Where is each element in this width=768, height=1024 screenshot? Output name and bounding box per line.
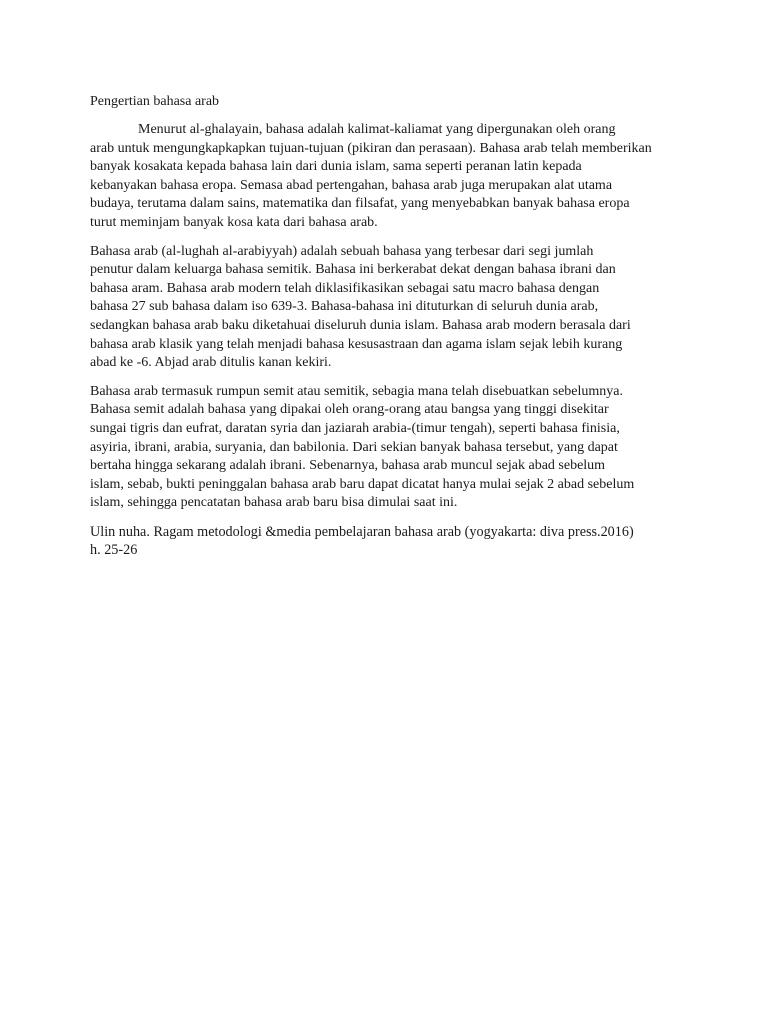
paragraph-line: sungai tigris dan eufrat, daratan syria dan jaziarah arabia-(timur tengah), seperti bahasa finisia,	[90, 420, 620, 436]
paragraph-1	[90, 121, 690, 233]
paragraph-line: banyak kosakata kepada bahasa lain dari dunia islam, sama seperti peranan latin kepada	[90, 159, 582, 175]
document-body	[90, 93, 690, 560]
citation-line: h. 25-26	[90, 542, 138, 559]
paragraph-line: Bahasa arab (al-lughah al-arabiyyah) adalah sebuah bahasa yang terbesar dari segi jumlah	[90, 243, 594, 259]
paragraph-line: kebanyakan bahasa eropa. Semasa abad pertengahan, bahasa arab juga merupakan alat utama	[90, 177, 613, 193]
paragraph-line: abad ke -6. Abjad arab ditulis kanan kekiri.	[90, 355, 332, 371]
paragraph-line: Menurut al-ghalayain, bahasa adalah kalimat-kaliamat yang dipergunakan oleh orang	[138, 122, 616, 137]
paragraph-line: Bahasa arab termasuk rumpun semit atau semitik, sebagia mana telah disebuatkan sebelumnya.	[90, 383, 623, 399]
paragraph-line: arab untuk mengungkapkapkan tujuan-tujuan (pikiran dan perasaan). Bahasa arab telah memberikan	[90, 140, 652, 156]
citation	[90, 523, 690, 560]
paragraph-line: sedangkan bahasa arab baku diketahuai diseluruh dunia islam. Bahasa arab modern berasala dari	[90, 317, 631, 333]
paragraph-line: bahasa 27 sub bahasa dalam iso 639-3. Bahasa-bahasa ini dituturkan di seluruh dunia arab,	[90, 299, 599, 315]
paragraph-line: penutur dalam keluarga bahasa semitik. Bahasa ini berkerabat dekat dengan bahasa ibrani dan	[90, 262, 616, 278]
paragraph-line: budaya, terutama dalam sains, matematika dan filsafat, yang menyebabkan banyak bahasa eropa	[90, 196, 630, 212]
paragraph-line: asyiria, ibrani, arabia, suryania, dan babilonia. Dari sekian banyak bahasa tersebut, yang dapat	[90, 439, 618, 455]
paragraph-line: bertaha hingga sekarang adalah ibrani. Sebenarnya, bahasa arab muncul sejak abad sebelum	[90, 458, 606, 474]
document-title: Pengertian bahasa arab	[90, 94, 220, 109]
paragraph-line: turut meminjam banyak kosa kata dari bahasa arab.	[90, 214, 378, 230]
citation-line: Ulin nuha. Ragam metodologi &media pembelajaran bahasa arab (yogyakarta: diva press.2016)	[90, 523, 634, 540]
paragraph-line: islam, sebab, bukti peninggalan bahasa arab baru dapat dicatat hanya mulai sejak 2 abad sebelum	[90, 476, 635, 492]
paragraph-3	[90, 383, 690, 513]
paragraph-line: bahasa arab klasik yang telah menjadi bahasa kesusastraan dan agama islam sejak lebih kurang	[90, 336, 623, 352]
paragraph-line: bahasa aram. Bahasa arab modern telah diklasifikasikan sebagai satu macro bahasa dengan	[90, 280, 600, 296]
paragraph-line: islam, sehingga pencatatan bahasa arab baru bisa dimulai saat ini.	[90, 495, 458, 511]
paragraph-2	[90, 243, 690, 373]
paragraph-line: Bahasa semit adalah bahasa yang dipakai oleh orang-orang atau bangsa yang tinggi disekitar	[90, 402, 609, 418]
